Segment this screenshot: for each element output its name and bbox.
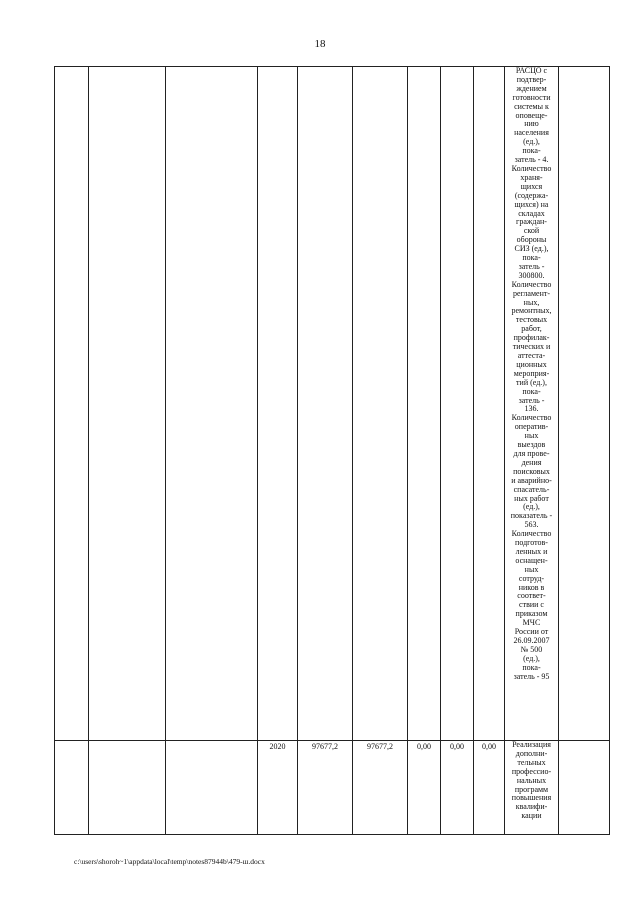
description-line: Количество <box>511 529 552 539</box>
description-line: ных <box>524 431 539 441</box>
table-cell <box>408 67 441 741</box>
description-line: пока- <box>522 146 541 156</box>
description-line: тельных <box>517 757 546 767</box>
description-line: затель - 4. <box>514 155 549 165</box>
description-line: поисковых <box>513 466 550 476</box>
table-cell <box>258 67 298 741</box>
description-line: тических и <box>512 342 551 352</box>
description-line: профессио- <box>511 766 552 776</box>
table-cell <box>353 67 408 741</box>
description-line: нальных <box>516 775 547 785</box>
description-line: храня- <box>520 172 543 182</box>
description-line: пока- <box>522 253 541 263</box>
description-line: соответ- <box>517 591 546 601</box>
description-line: готовности <box>512 92 551 102</box>
description-line: (содержа- <box>514 190 549 200</box>
description-line: ленных и <box>515 546 548 556</box>
table-cell <box>559 67 610 741</box>
description-line: СИЗ (ед.), <box>514 244 549 254</box>
funding-cell: 0,00 <box>408 741 441 835</box>
description-line: аттеста- <box>517 351 546 360</box>
description-line: ных работ <box>514 493 549 503</box>
description-line: квалифи- <box>515 802 548 812</box>
description-line: РАСЦО с <box>515 66 548 75</box>
description-line: населения <box>514 128 549 138</box>
table-cell <box>298 67 353 741</box>
funding-cell: 97677,2 <box>353 741 408 835</box>
description-line: оповеще- <box>515 110 548 120</box>
description-line: сотруд- <box>518 573 545 583</box>
description-line: Реализация <box>512 740 551 749</box>
description-line: оператив- <box>514 422 549 432</box>
description-line: системы к <box>514 101 549 111</box>
description-line: № 500 <box>520 644 543 654</box>
description-line: для прове- <box>513 448 550 458</box>
description-line: ской <box>523 226 540 236</box>
description-line: ремонтных, <box>511 306 552 316</box>
description-line: ников в <box>518 582 545 592</box>
table-row <box>55 67 610 741</box>
description-line: тестовых <box>515 315 548 325</box>
description-line: 300800. <box>518 270 545 280</box>
description-line: и аварийно- <box>511 475 552 485</box>
footer-file-path: c:\users\shoroh~1\appdata\local\temp\notes87944b\479-ш.docx <box>74 857 265 866</box>
description-line: щихся <box>520 181 543 191</box>
description-line: 136. <box>524 404 539 414</box>
description-line: программ <box>514 784 549 794</box>
table-cell <box>166 741 258 835</box>
description-line: ствии с <box>519 600 544 610</box>
description-line: пока- <box>522 386 541 396</box>
indicator-description-cell <box>505 741 559 835</box>
description-line: приказом <box>515 609 548 619</box>
description-line: Количество <box>511 413 552 423</box>
description-line: мероприя- <box>513 368 550 378</box>
description-line: работ, <box>521 324 542 334</box>
description-line: выездов <box>517 440 546 450</box>
indicator-description-cell <box>505 67 559 741</box>
description-line: показатель - <box>510 511 553 521</box>
description-line: затель - <box>518 261 545 271</box>
description-line: Количество <box>511 163 552 173</box>
table-cell <box>441 67 474 741</box>
page-number: 18 <box>314 38 326 50</box>
description-line: ционных <box>516 359 547 369</box>
table-cell <box>166 67 258 741</box>
description-line: затель - <box>518 395 545 405</box>
description-line: спасатель- <box>513 484 550 494</box>
description-line: щихся) на <box>514 199 549 209</box>
description-line: складах <box>518 208 545 218</box>
description-line: ных, <box>523 297 540 307</box>
description-line: Количество <box>511 279 552 289</box>
funding-cell: 0,00 <box>441 741 474 835</box>
description-line: тий (ед.), <box>516 377 547 387</box>
description-line: пока- <box>522 662 541 672</box>
table-row <box>55 741 610 835</box>
program-table <box>54 66 610 835</box>
description-line: ждением <box>516 83 547 93</box>
description-line: затель - 95 <box>513 671 550 681</box>
table-cell <box>474 67 505 741</box>
description-line: граждан- <box>516 217 547 227</box>
description-line: подтвер- <box>516 74 547 84</box>
description-line: обороны <box>516 235 547 245</box>
table-cell <box>55 67 89 741</box>
description-line: (ед.), <box>523 502 540 512</box>
table-cell <box>55 741 89 835</box>
description-line: России от <box>514 627 549 637</box>
description-line: кации <box>521 811 542 821</box>
description-line: (ед.), <box>523 137 540 147</box>
description-line: подготов- <box>515 538 548 548</box>
description-line: ных <box>524 564 539 574</box>
year-cell: 2020 <box>258 741 298 835</box>
description-line: 26.09.2007 <box>513 636 550 645</box>
description-line: оснащен- <box>515 555 548 565</box>
description-line: повышения <box>511 793 552 803</box>
description-line: профилак- <box>513 333 550 343</box>
description-line: дополни- <box>515 748 548 758</box>
funding-cell: 0,00 <box>474 741 505 835</box>
table-cell <box>89 741 166 835</box>
table-cell <box>89 67 166 741</box>
description-line: МЧС <box>522 618 541 628</box>
description-line: дения <box>521 457 542 467</box>
description-line: нию <box>524 119 539 129</box>
table-cell <box>559 741 610 835</box>
description-line: 563. <box>524 520 539 530</box>
description-line: регламент- <box>512 288 551 298</box>
description-line: (ед.), <box>523 653 540 663</box>
total-funding-cell: 97677,2 <box>298 741 353 835</box>
